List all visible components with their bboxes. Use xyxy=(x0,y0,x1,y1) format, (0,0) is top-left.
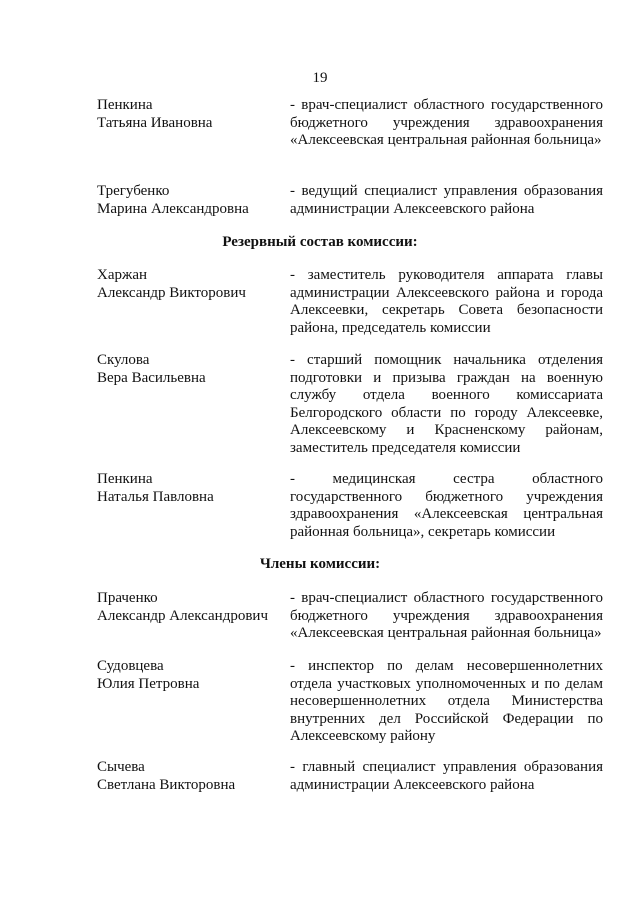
surname: Пенкина xyxy=(97,471,153,487)
given-names: Юлия Петровна xyxy=(97,675,200,692)
surname: Харжан xyxy=(97,267,148,283)
person-name xyxy=(97,759,287,794)
given-names: Александр Викторович xyxy=(97,284,246,301)
position-description: - старший помощник начальника отделения подготовки и призыва граждан на военную службу отдела военного комиссариата Белгородского области по городу Алексеевке, Алексеевскому и Красненскому районам, заместитель председателя комиссии xyxy=(290,352,603,456)
given-names: Александр Александрович xyxy=(97,607,268,624)
members-section-heading: Члены комиссии: xyxy=(259,556,381,572)
person-name xyxy=(97,183,287,218)
given-names: Вера Васильевна xyxy=(97,369,206,386)
person-name xyxy=(97,590,287,625)
reserve-section-heading: Резервный состав комиссии: xyxy=(222,234,418,250)
surname: Праченко xyxy=(97,590,158,606)
person-name xyxy=(97,97,287,132)
surname: Скулова xyxy=(97,352,150,368)
position-description: - врач-специалист областного государственного бюджетного учреждения здравоохранения «Алексеевская центральная районная больница» xyxy=(290,97,603,148)
surname: Трегубенко xyxy=(97,183,170,199)
person-name xyxy=(97,352,287,387)
page-number: 19 xyxy=(312,70,328,86)
person-name xyxy=(97,267,287,302)
person-name xyxy=(97,658,287,693)
position-description: - заместитель руководителя аппарата главы администрации Алексеевского района и города Алексеевки, секретарь Совета безопасности района, председатель комиссии xyxy=(290,267,603,336)
given-names: Светлана Викторовна xyxy=(97,776,236,793)
given-names: Наталья Павловна xyxy=(97,488,214,505)
given-names: Марина Александровна xyxy=(97,200,249,217)
given-names: Татьяна Ивановна xyxy=(97,114,213,131)
surname: Пенкина xyxy=(97,97,153,113)
position-description: - инспектор по делам несовершеннолетних отдела участковых уполномоченных и по делам несовершеннолетних отдела Министерства внутренних дел Российской Федерации по Алексеевскому району xyxy=(290,658,603,744)
position-description: - врач-специалист областного государственного бюджетного учреждения здравоохранения «Алексеевская центральная районная больница» xyxy=(290,590,603,641)
surname: Сычева xyxy=(97,759,145,775)
position-description: - ведущий специалист управления образования администрации Алексеевского района xyxy=(290,183,603,217)
position-description: - главный специалист управления образования администрации Алексеевского района xyxy=(290,759,603,793)
position-description: - медицинская сестра областного государственного бюджетного учреждения здравоохранения «Алексеевская центральная районная больница», секретарь комиссии xyxy=(290,471,603,540)
surname: Судовцева xyxy=(97,658,164,674)
person-name xyxy=(97,471,287,506)
